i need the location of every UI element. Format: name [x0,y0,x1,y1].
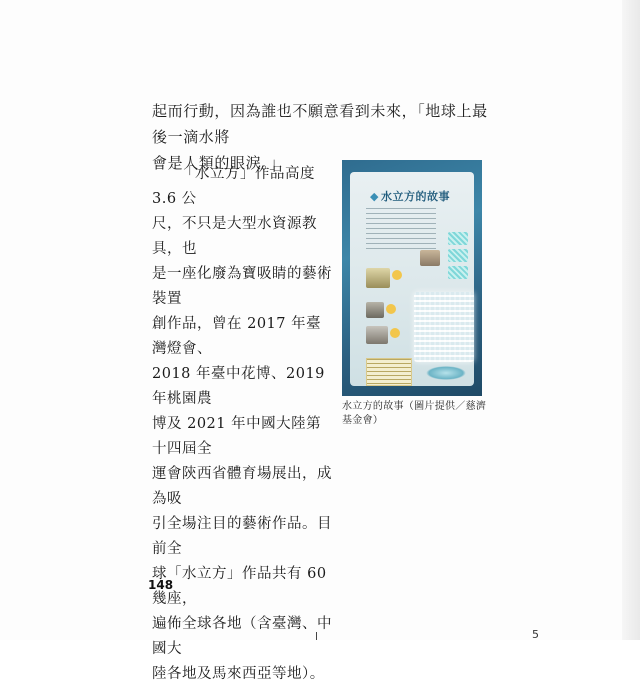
text-line: 引全場注目的藝術作品。目前全 [152,516,332,557]
corner-mark: 5 [532,628,539,641]
page-edge-shadow [622,0,640,640]
cube-steps-illustration [448,232,472,288]
text-line: 尺，不只是大型水資源教具，也 [152,216,317,257]
text-line: 陸各地及馬來西亞等地）。 [152,666,325,682]
poster-photo [366,326,388,344]
text-line: 會是人類的眼淚。」 [152,154,285,172]
text-line: 運會陝西省體育場展出，成為吸 [152,466,332,507]
text-line: 是一座化廢為寶吸睛的藝術裝置 [152,266,332,307]
figure-caption: 水立方的故事（圖片提供／慈濟基金會） [342,401,487,426]
step-badge-icon [390,328,400,338]
text-line: 球「水立方」作品共有 60 幾座， [152,566,327,607]
text-line: 遍佈全球各地（含臺灣、中國大 [152,616,332,657]
step-badge-icon [392,270,402,280]
text-line: 博及 2021 年中國大陸第十四屆全 [152,416,322,457]
poster-photo [366,302,384,318]
fountain-base [426,366,466,380]
poster-photo [366,268,390,288]
mini-cube-icon [448,249,468,262]
text-line: 創作品，曾在 2017 年臺灣燈會、 [152,316,322,357]
water-drop-icon: ◆ [370,190,379,203]
poster-body-text-block [366,208,436,252]
text-line: 起而行動，因為誰也不願意看到未來，「地球上最後一滴水將 [152,102,488,146]
poster-photo [420,250,440,266]
text-line [152,162,336,212]
page-number: 148 [148,578,174,592]
water-cube-poster-image [342,160,482,396]
paragraph-main [152,162,336,687]
mini-cube-icon [448,232,468,245]
text-line: 2018 年臺中花博、2019 年桃園農 [152,366,325,407]
poster-panel [350,172,474,386]
text-line-content: 「水立方」作品高度 3.6 公 [152,166,315,207]
binding-tick-mark [316,632,317,640]
step-badge-icon [386,304,396,314]
mini-cube-icon [448,266,468,279]
water-cube-sculpture [414,292,474,362]
poster-info-box [366,358,412,386]
poster-title-text: 水立方的故事 [380,190,450,203]
poster-title [370,188,470,204]
